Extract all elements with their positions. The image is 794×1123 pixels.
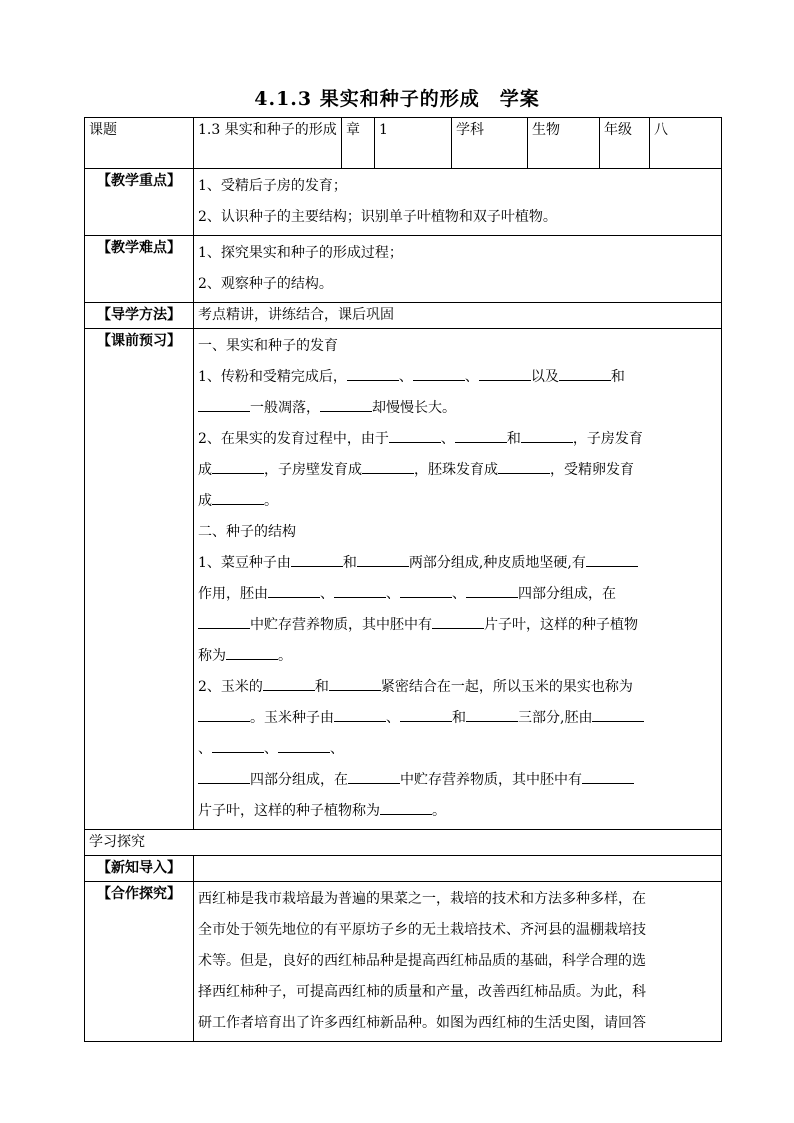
difficulties-label: 【教学难点】 (85, 236, 194, 303)
answer-blank[interactable] (320, 397, 372, 412)
difficulties-row (85, 236, 722, 303)
study-section-row (85, 830, 722, 856)
answer-blank[interactable] (380, 800, 432, 815)
text-segment: 、 (198, 741, 212, 757)
text-segment: 中贮存营养物质，其中胚中有 (250, 617, 432, 633)
chapter-label: 章 (342, 118, 375, 169)
key-points-row (85, 169, 722, 236)
text-segment: ，胚珠发育成 (414, 462, 498, 478)
methods-content: 考点精讲，讲练结合，课后巩固 (194, 303, 722, 329)
lesson-plan-table (84, 117, 722, 1042)
answer-blank[interactable] (362, 459, 414, 474)
answer-blank[interactable] (413, 366, 465, 381)
text-segment: 却慢慢长大。 (372, 400, 456, 416)
text-segment: 四部分组成，在 (518, 586, 616, 602)
text-segment: 、 (452, 586, 466, 602)
text-segment: 、 (440, 431, 455, 447)
answer-blank[interactable] (198, 397, 250, 412)
answer-blank[interactable] (212, 459, 264, 474)
answer-blank[interactable] (559, 366, 611, 381)
preview-content (194, 329, 722, 830)
answer-blank[interactable] (226, 645, 278, 660)
exercise-line (198, 765, 717, 796)
text-segment: 。 (432, 803, 446, 819)
answer-blank[interactable] (400, 707, 452, 722)
new-intro-label: 【新知导入】 (85, 856, 194, 882)
subject-label: 学科 (452, 118, 528, 169)
paragraph-line: 术等。但是，良好的西红柿品种是提高西红柿品质的基础，科学合理的选 (198, 953, 646, 969)
grade-label: 年级 (600, 118, 650, 169)
text-segment: 、 (386, 710, 400, 726)
paragraph-line: 择西红柿种子，可提高西红柿的质量和产量，改善西红柿品质。为此，科 (198, 984, 646, 1000)
text-segment: 和 (314, 679, 329, 695)
text-segment: 中贮存营养物质，其中胚中有 (400, 772, 582, 788)
text-segment: 一般凋落， (250, 400, 320, 416)
text-segment: ，受精卵发育 (550, 462, 634, 478)
text-segment: 。 (264, 493, 278, 509)
difficulty-line: 2、观察种子的结构。 (198, 276, 333, 292)
exercise-line (198, 672, 717, 703)
answer-blank[interactable] (268, 583, 320, 598)
exercise-line (198, 548, 717, 579)
answer-blank[interactable] (357, 552, 409, 567)
text-segment: 片子叶，这样的种子植物称为 (198, 803, 380, 819)
answer-blank[interactable] (479, 366, 531, 381)
answer-blank[interactable] (455, 428, 507, 443)
text-segment: 三部分,胚由 (518, 710, 593, 726)
paragraph-line: 全市处于领先地位的有平原坊子乡的无土栽培技术、齐河县的温棚栽培技 (198, 922, 646, 938)
study-section-heading: 学习探究 (85, 830, 722, 856)
answer-blank[interactable] (586, 552, 638, 567)
methods-label: 【导学方法】 (85, 303, 194, 329)
key-point-line: 1、受精后子房的发育； (198, 178, 347, 194)
exercise-line (198, 393, 717, 424)
exercise-line (198, 796, 717, 827)
text-segment: 以及 (530, 369, 559, 385)
exercise-line (198, 362, 717, 393)
answer-blank[interactable] (334, 583, 386, 598)
text-segment: 两部分组成,种皮质地坚硬,有 (408, 555, 586, 571)
text-segment: 和 (342, 555, 357, 571)
answer-blank[interactable] (389, 428, 441, 443)
section-heading: 一、果实和种子的发育 (198, 338, 338, 354)
header-row (85, 118, 722, 169)
new-intro-row (85, 856, 722, 882)
answer-blank[interactable] (263, 676, 315, 691)
paragraph-line: 研工作者培育出了许多西红柿新品种。如图为西红柿的生活史图，请回答 (198, 1015, 646, 1031)
text-segment: 称为 (198, 648, 226, 664)
text-segment: 。玉米种子由 (250, 710, 334, 726)
key-point-line: 2、认识种子的主要结构；识别单子叶植物和双子叶植物。 (198, 209, 557, 225)
answer-blank[interactable] (521, 428, 573, 443)
topic-label: 课题 (85, 118, 194, 169)
text-segment: 成 (198, 493, 212, 509)
text-segment: 2、在果实的发育过程中，由于 (198, 431, 389, 447)
text-segment: 紧密结合在一起，所以玉米的果实也称为 (380, 679, 633, 695)
preview-label: 【课前预习】 (85, 329, 194, 830)
exercise-line (198, 486, 717, 517)
answer-blank[interactable] (278, 738, 330, 753)
text-segment: 成 (198, 462, 212, 478)
chapter-value: 1 (375, 118, 452, 169)
subject-value: 生物 (528, 118, 600, 169)
answer-blank[interactable] (198, 769, 250, 784)
exercise-line (198, 734, 717, 765)
exercise-line (198, 455, 717, 486)
answer-blank[interactable] (347, 366, 399, 381)
paragraph-line: 西红柿是我市栽培最为普遍的果菜之一，栽培的技术和方法多种多样，在 (198, 891, 646, 907)
difficulties-content (194, 236, 722, 303)
answer-blank[interactable] (592, 707, 644, 722)
answer-blank[interactable] (329, 676, 381, 691)
key-points-content (194, 169, 722, 236)
answer-blank[interactable] (198, 614, 250, 629)
answer-blank[interactable] (291, 552, 343, 567)
exercise-line (198, 610, 717, 641)
answer-blank[interactable] (198, 707, 250, 722)
text-segment: 2、玉米的 (198, 679, 263, 695)
preview-row (85, 329, 722, 830)
answer-blank[interactable] (582, 769, 634, 784)
answer-blank[interactable] (400, 583, 452, 598)
text-segment: ，子房壁发育成 (264, 462, 362, 478)
text-segment: 、 (264, 741, 278, 757)
grade-value: 八 (650, 118, 722, 169)
text-segment: 四部分组成，在 (250, 772, 348, 788)
text-segment: 、 (464, 369, 479, 385)
exercise-line (198, 424, 717, 455)
text-segment: 。 (278, 648, 292, 664)
text-segment: ，子房发育 (572, 431, 643, 447)
answer-blank[interactable] (212, 738, 264, 753)
answer-blank[interactable] (334, 707, 386, 722)
methods-row (85, 303, 722, 329)
answer-blank[interactable] (432, 614, 484, 629)
text-segment: 、 (330, 741, 344, 757)
exercise-line (198, 641, 717, 672)
text-segment: 1、传粉和受精完成后， (198, 369, 347, 385)
text-segment: 和 (610, 369, 625, 385)
cooperation-content (194, 882, 722, 1042)
topic-value: 1.3 果实和种子的形成 (194, 118, 342, 169)
answer-blank[interactable] (466, 583, 518, 598)
answer-blank[interactable] (466, 707, 518, 722)
text-segment: 、 (320, 586, 334, 602)
text-segment: 作用，胚由 (198, 586, 268, 602)
section-heading: 二、种子的结构 (198, 524, 296, 540)
text-segment: 片子叶，这样的种子植物 (484, 617, 638, 633)
new-intro-content (194, 856, 722, 882)
cooperation-row (85, 882, 722, 1042)
key-points-label: 【教学重点】 (85, 169, 194, 236)
answer-blank[interactable] (348, 769, 400, 784)
answer-blank[interactable] (212, 490, 264, 505)
exercise-line (198, 703, 717, 734)
page-title: 4.1.3 果实和种子的形成 学案 (254, 88, 540, 110)
cooperation-label: 【合作探究】 (85, 882, 194, 1042)
answer-blank[interactable] (498, 459, 550, 474)
text-segment: 、 (386, 586, 400, 602)
exercise-line (198, 579, 717, 610)
difficulty-line: 1、探究果实和种子的形成过程； (198, 245, 403, 261)
text-segment: 和 (506, 431, 521, 447)
text-segment: 1、菜豆种子由 (198, 555, 291, 571)
text-segment: 、 (398, 369, 413, 385)
text-segment: 和 (452, 710, 466, 726)
